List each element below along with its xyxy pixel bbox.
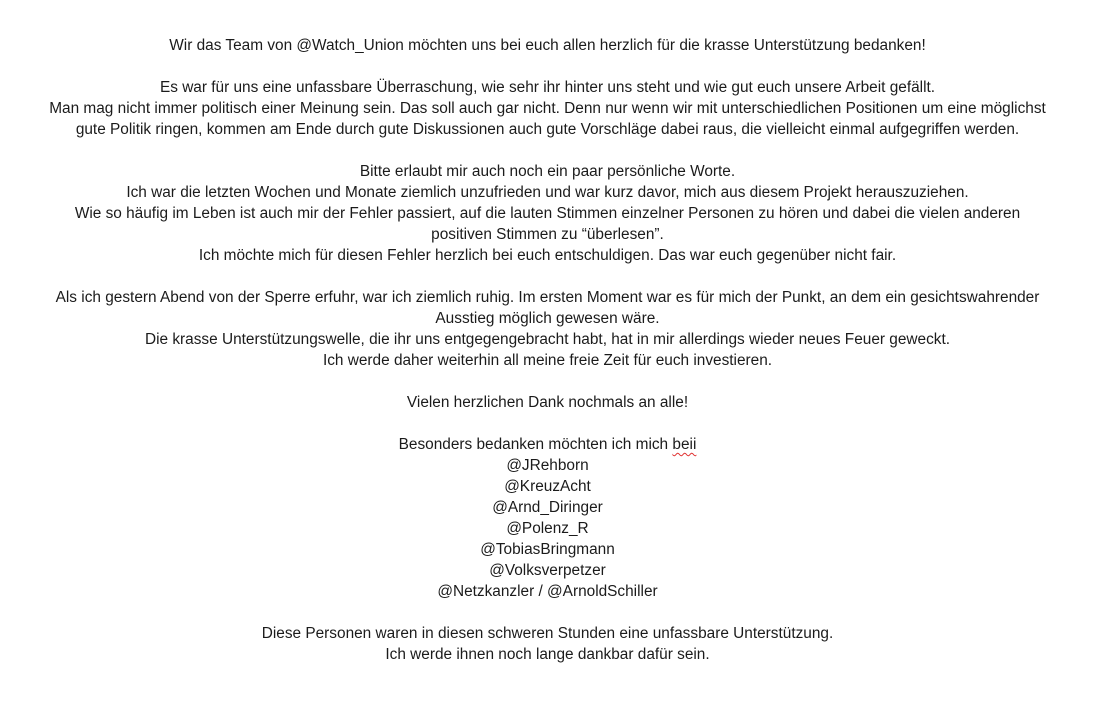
text-line: Ich werde daher weiterhin all meine freie Zeit für euch investieren. (322, 352, 773, 369)
thanks-handle: @KreuzAcht (504, 478, 591, 495)
text-line: Man mag nicht immer politisch einer Meinung sein. Das soll auch gar nicht. Denn nur wenn wir mit unterschiedlichen Positionen um eine möglichst gute Politik ringen, kommen am Ende durch gute Diskussionen auch gute Vorschläge dabei raus, die vielleicht einmal aufgegriffen werden. (49, 100, 1046, 138)
paragraph-surprise (32, 77, 1063, 140)
document-body (32, 35, 1063, 665)
thanks-handle: @Volksverpetzer (489, 562, 606, 579)
paragraph-closing (32, 623, 1063, 665)
text-line (32, 434, 1063, 455)
text-line: Vielen herzlichen Dank nochmals an alle! (406, 394, 689, 411)
special-thanks-intro: Besonders bedanken möchten ich mich (398, 436, 673, 453)
text-line: Ich war die letzten Wochen und Monate ziemlich unzufrieden und war kurz davor, mich aus diesem Projekt herauszuziehen. (126, 184, 969, 201)
thanks-handle: @Polenz_R (506, 520, 589, 537)
text-line: Die krasse Unterstützungswelle, die ihr uns entgegengebracht habt, hat in mir allerdings wieder neues Feuer geweckt. (144, 331, 951, 348)
text-line: Wie so häufig im Leben ist auch mir der Fehler passiert, auf die lauten Stimmen einzelner Personen zu hören und dabei die vielen anderen positiven Stimmen zu “überlesen”. (74, 205, 1021, 243)
misspelled-word[interactable]: beii (672, 436, 697, 453)
text-line: Ich werde ihnen noch lange dankbar dafür sein. (385, 646, 710, 663)
text-line: Wir das Team von @Watch_Union möchten uns bei euch allen herzlich für die krasse Unterstützung bedanken! (169, 37, 926, 54)
paragraph-personal (32, 161, 1063, 266)
text-line: Bitte erlaubt mir auch noch ein paar persönliche Worte. (359, 163, 736, 180)
text-line: Diese Personen waren in diesen schweren Stunden eine unfassbare Unterstützung. (261, 625, 834, 642)
paragraph-special-thanks (32, 434, 1063, 602)
paragraph-thanks-all (32, 392, 1063, 413)
thanks-handle: @JRehborn (506, 457, 589, 474)
thanks-handle: @Arnd_Diringer (492, 499, 603, 516)
paragraph-ban (32, 287, 1063, 371)
text-line: Es war für uns eine unfassbare Überraschung, wie sehr ihr hinter uns steht und wie gut euch unsere Arbeit gefällt. (159, 79, 936, 96)
paragraph-team-thanks (32, 35, 1063, 56)
text-line: Ich möchte mich für diesen Fehler herzlich bei euch entschuldigen. Das war euch gegenüber nicht fair. (198, 247, 897, 264)
thanks-handle: @TobiasBringmann (480, 541, 615, 558)
thanks-handle: @Netzkanzler / @ArnoldSchiller (437, 583, 658, 600)
text-line: Als ich gestern Abend von der Sperre erfuhr, war ich ziemlich ruhig. Im ersten Moment war es für mich der Punkt, an dem ein gesichtswahrender Ausstieg möglich gewesen wäre. (55, 289, 1040, 327)
